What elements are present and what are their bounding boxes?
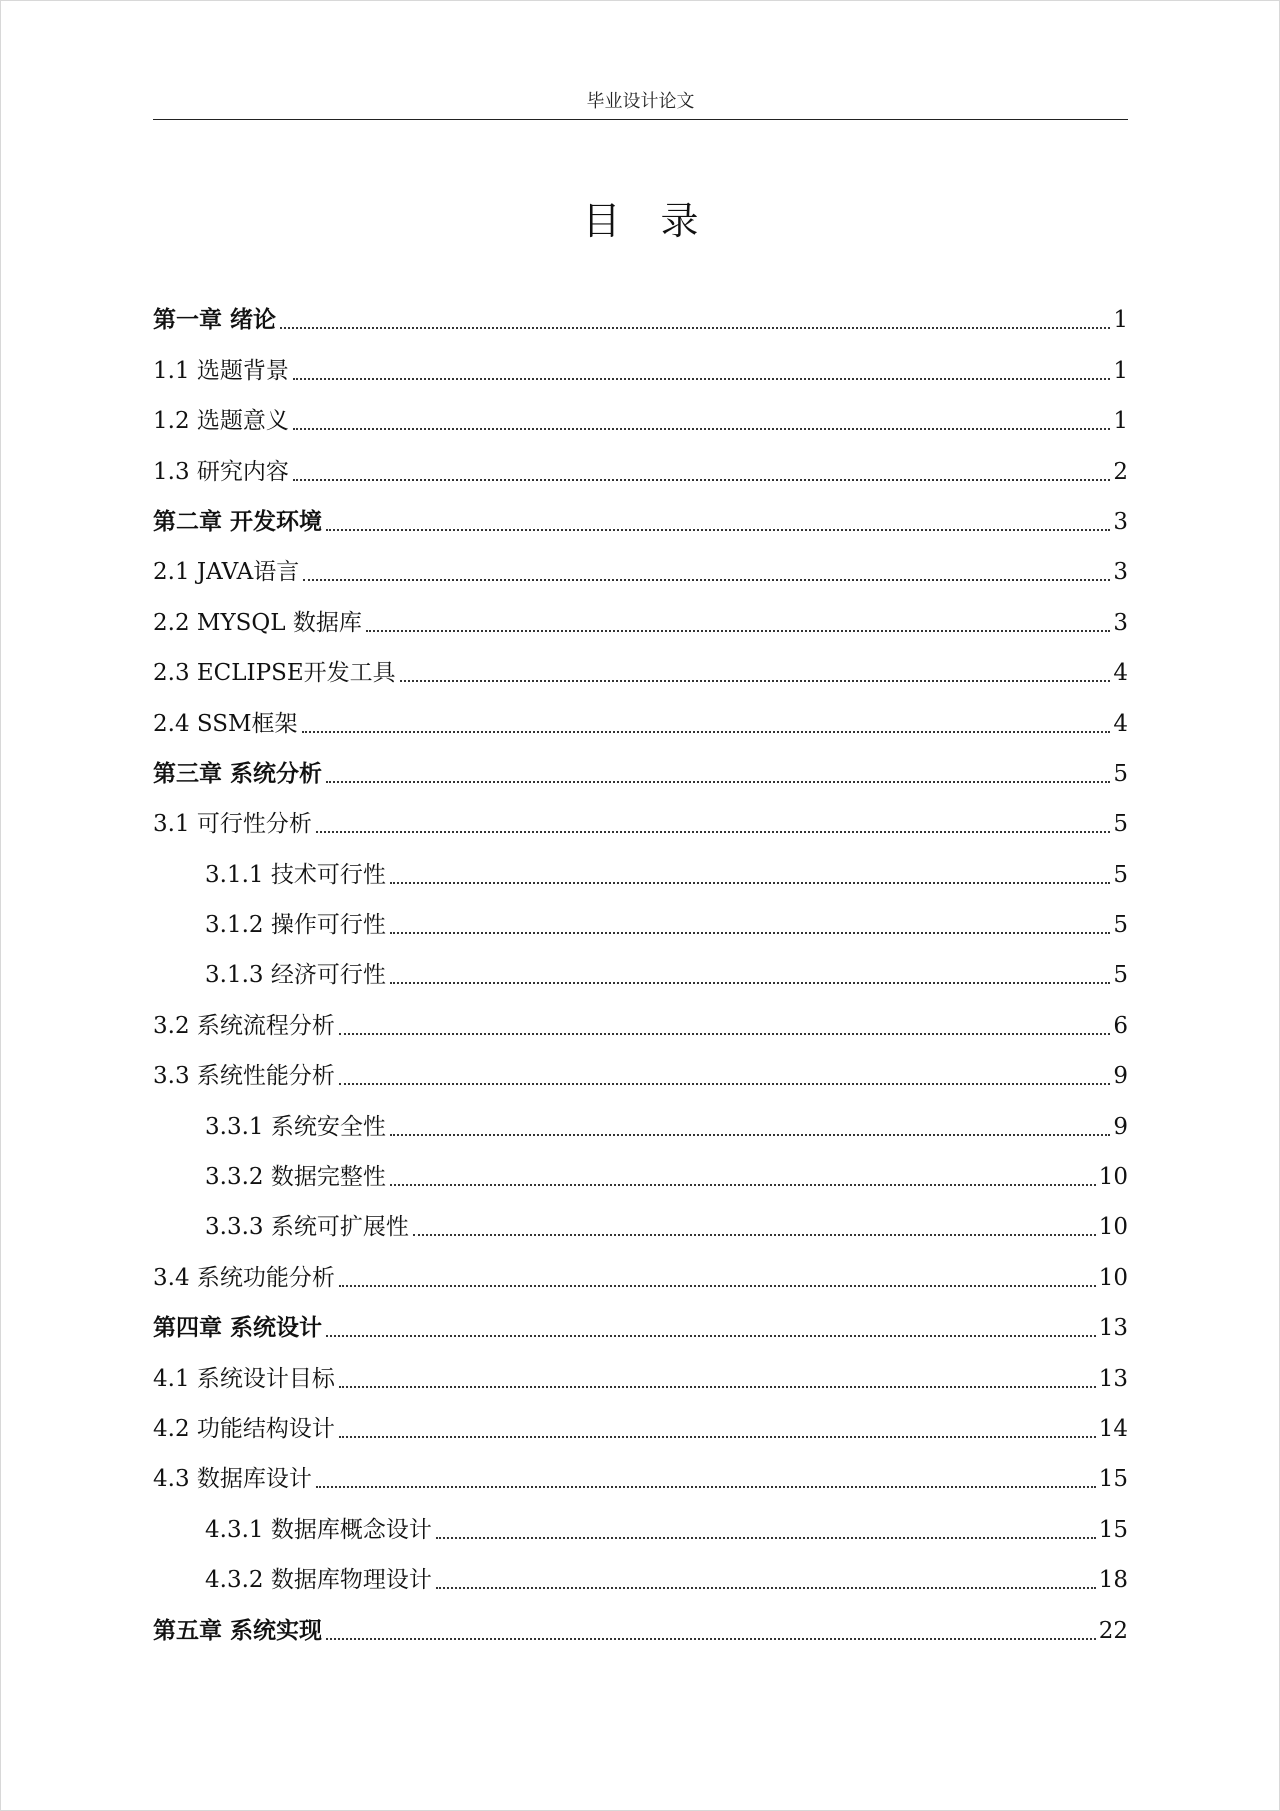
toc-chapter-entry[interactable] — [153, 291, 1128, 341]
toc-section-entry[interactable] — [153, 1148, 1128, 1198]
toc-entry-label: 3.1.3 经济可行性 — [205, 962, 386, 989]
toc-entry-label: 第三章 系统分析 — [153, 760, 323, 787]
toc-entry-label: 1.3 研究内容 — [153, 458, 289, 485]
toc-section-entry[interactable] — [153, 1500, 1128, 1550]
toc-entry-label: 3.4 系统功能分析 — [153, 1264, 335, 1291]
dot-leader — [339, 1386, 1096, 1388]
dot-leader — [436, 1537, 1096, 1539]
toc-page-number: 1 — [1113, 408, 1128, 435]
toc-section-entry[interactable] — [153, 644, 1128, 694]
toc-section-entry[interactable] — [153, 341, 1128, 391]
dot-leader — [390, 1134, 1111, 1136]
toc-section-entry[interactable] — [153, 1450, 1128, 1500]
toc-entry-label: 3.1.1 技术可行性 — [205, 861, 386, 888]
toc-entry-label: 第五章 系统实现 — [153, 1617, 323, 1644]
dot-leader — [303, 579, 1110, 581]
dot-leader — [366, 630, 1111, 632]
toc-page-number: 14 — [1098, 1415, 1128, 1442]
toc-page-number: 4 — [1113, 660, 1128, 687]
dot-leader — [436, 1587, 1096, 1589]
toc-page-number: 10 — [1098, 1214, 1128, 1241]
toc-entry-label: 4.1 系统设计目标 — [153, 1365, 335, 1392]
toc-page-number: 1 — [1113, 307, 1128, 334]
dot-leader — [293, 428, 1110, 430]
toc-entry-label: 第四章 系统设计 — [153, 1315, 323, 1342]
dot-leader — [339, 1436, 1096, 1438]
dot-leader — [339, 1033, 1110, 1035]
dot-leader — [302, 731, 1111, 733]
toc-section-entry[interactable] — [153, 896, 1128, 946]
toc-title: 目录 — [582, 199, 739, 243]
header-rule — [153, 119, 1128, 120]
running-header: 毕业设计论文 — [586, 91, 695, 112]
toc-page-number: 6 — [1113, 1012, 1128, 1039]
toc-page-number: 13 — [1098, 1365, 1128, 1392]
toc-entry-label: 1.2 选题意义 — [153, 408, 289, 435]
toc-chapter-entry[interactable] — [153, 745, 1128, 795]
toc-page-number: 10 — [1098, 1164, 1128, 1191]
toc-page-number: 5 — [1113, 962, 1128, 989]
toc-section-entry[interactable] — [153, 392, 1128, 442]
toc-chapter-entry[interactable] — [153, 1299, 1128, 1349]
toc-page-number: 4 — [1113, 710, 1128, 737]
dot-leader — [316, 1486, 1096, 1488]
toc-page-number: 15 — [1098, 1516, 1128, 1543]
toc-page-number: 5 — [1113, 760, 1128, 787]
dot-leader — [390, 882, 1111, 884]
dot-leader — [326, 529, 1110, 531]
toc-page-number: 9 — [1113, 1113, 1128, 1140]
toc-page-number: 3 — [1113, 508, 1128, 535]
toc-entry-label: 1.1 选题背景 — [153, 357, 289, 384]
toc-chapter-entry[interactable] — [153, 1601, 1128, 1651]
toc-entry-label: 2.1 JAVA语言 — [153, 559, 300, 586]
toc-section-entry[interactable] — [153, 1248, 1128, 1298]
dot-leader — [339, 1285, 1096, 1287]
dot-leader — [316, 831, 1110, 833]
toc-section-entry[interactable] — [153, 1097, 1128, 1147]
dot-leader — [326, 781, 1110, 783]
toc-page-number: 1 — [1113, 357, 1128, 384]
toc-page-number: 3 — [1113, 609, 1128, 636]
toc-entry-label: 3.2 系统流程分析 — [153, 1012, 335, 1039]
toc-entry-label: 3.3.3 系统可扩展性 — [205, 1214, 409, 1241]
toc-entry-label: 第一章 绪论 — [153, 307, 277, 334]
dot-leader — [280, 327, 1110, 329]
toc-section-entry[interactable] — [153, 1047, 1128, 1097]
dot-leader — [390, 932, 1111, 934]
dot-leader — [339, 1083, 1110, 1085]
dot-leader — [326, 1335, 1096, 1337]
toc-page-number: 18 — [1098, 1567, 1128, 1594]
toc-section-entry[interactable] — [153, 593, 1128, 643]
toc-page-number: 15 — [1098, 1466, 1128, 1493]
toc-section-entry[interactable] — [153, 1400, 1128, 1450]
dot-leader — [400, 680, 1111, 682]
toc-section-entry[interactable] — [153, 442, 1128, 492]
toc-page-number: 5 — [1113, 861, 1128, 888]
toc-page-number: 2 — [1113, 458, 1128, 485]
toc-entry-label: 4.3 数据库设计 — [153, 1466, 312, 1493]
toc-page-number: 22 — [1098, 1617, 1128, 1644]
dot-leader — [390, 982, 1111, 984]
toc-entry-label: 第二章 开发环境 — [153, 508, 323, 535]
toc-entry-label: 4.2 功能结构设计 — [153, 1415, 335, 1442]
toc-section-entry[interactable] — [153, 996, 1128, 1046]
toc-section-entry[interactable] — [153, 845, 1128, 895]
toc-entry-label: 2.3 ECLIPSE开发工具 — [153, 660, 396, 687]
dot-leader — [413, 1234, 1096, 1236]
dot-leader — [390, 1184, 1096, 1186]
toc-section-entry[interactable] — [153, 1551, 1128, 1601]
toc-entry-label: 3.3.1 系统安全性 — [205, 1113, 386, 1140]
toc-entry-label: 2.4 SSM框架 — [153, 710, 298, 737]
dot-leader — [326, 1638, 1096, 1640]
toc-section-entry[interactable] — [153, 1349, 1128, 1399]
toc-section-entry[interactable] — [153, 694, 1128, 744]
toc-page-number: 10 — [1098, 1264, 1128, 1291]
toc-entry-label: 3.1 可行性分析 — [153, 811, 312, 838]
toc-entry-label: 2.2 MYSQL 数据库 — [153, 609, 362, 636]
toc-section-entry[interactable] — [153, 543, 1128, 593]
toc-page-number: 13 — [1098, 1315, 1128, 1342]
toc-entry-label: 3.3 系统性能分析 — [153, 1063, 335, 1090]
dot-leader — [293, 378, 1110, 380]
toc-list — [153, 291, 1128, 1652]
toc-section-entry[interactable] — [153, 946, 1128, 996]
toc-page-number: 5 — [1113, 912, 1128, 939]
toc-page-number: 9 — [1113, 1063, 1128, 1090]
toc-section-entry[interactable] — [153, 1198, 1128, 1248]
toc-page-number: 3 — [1113, 559, 1128, 586]
toc-entry-label: 4.3.2 数据库物理设计 — [205, 1567, 432, 1594]
toc-entry-label: 3.1.2 操作可行性 — [205, 912, 386, 939]
toc-chapter-entry[interactable] — [153, 493, 1128, 543]
toc-page-number: 5 — [1113, 811, 1128, 838]
toc-entry-label: 3.3.2 数据完整性 — [205, 1164, 386, 1191]
toc-entry-label: 4.3.1 数据库概念设计 — [205, 1516, 432, 1543]
toc-section-entry[interactable] — [153, 795, 1128, 845]
dot-leader — [293, 479, 1110, 481]
